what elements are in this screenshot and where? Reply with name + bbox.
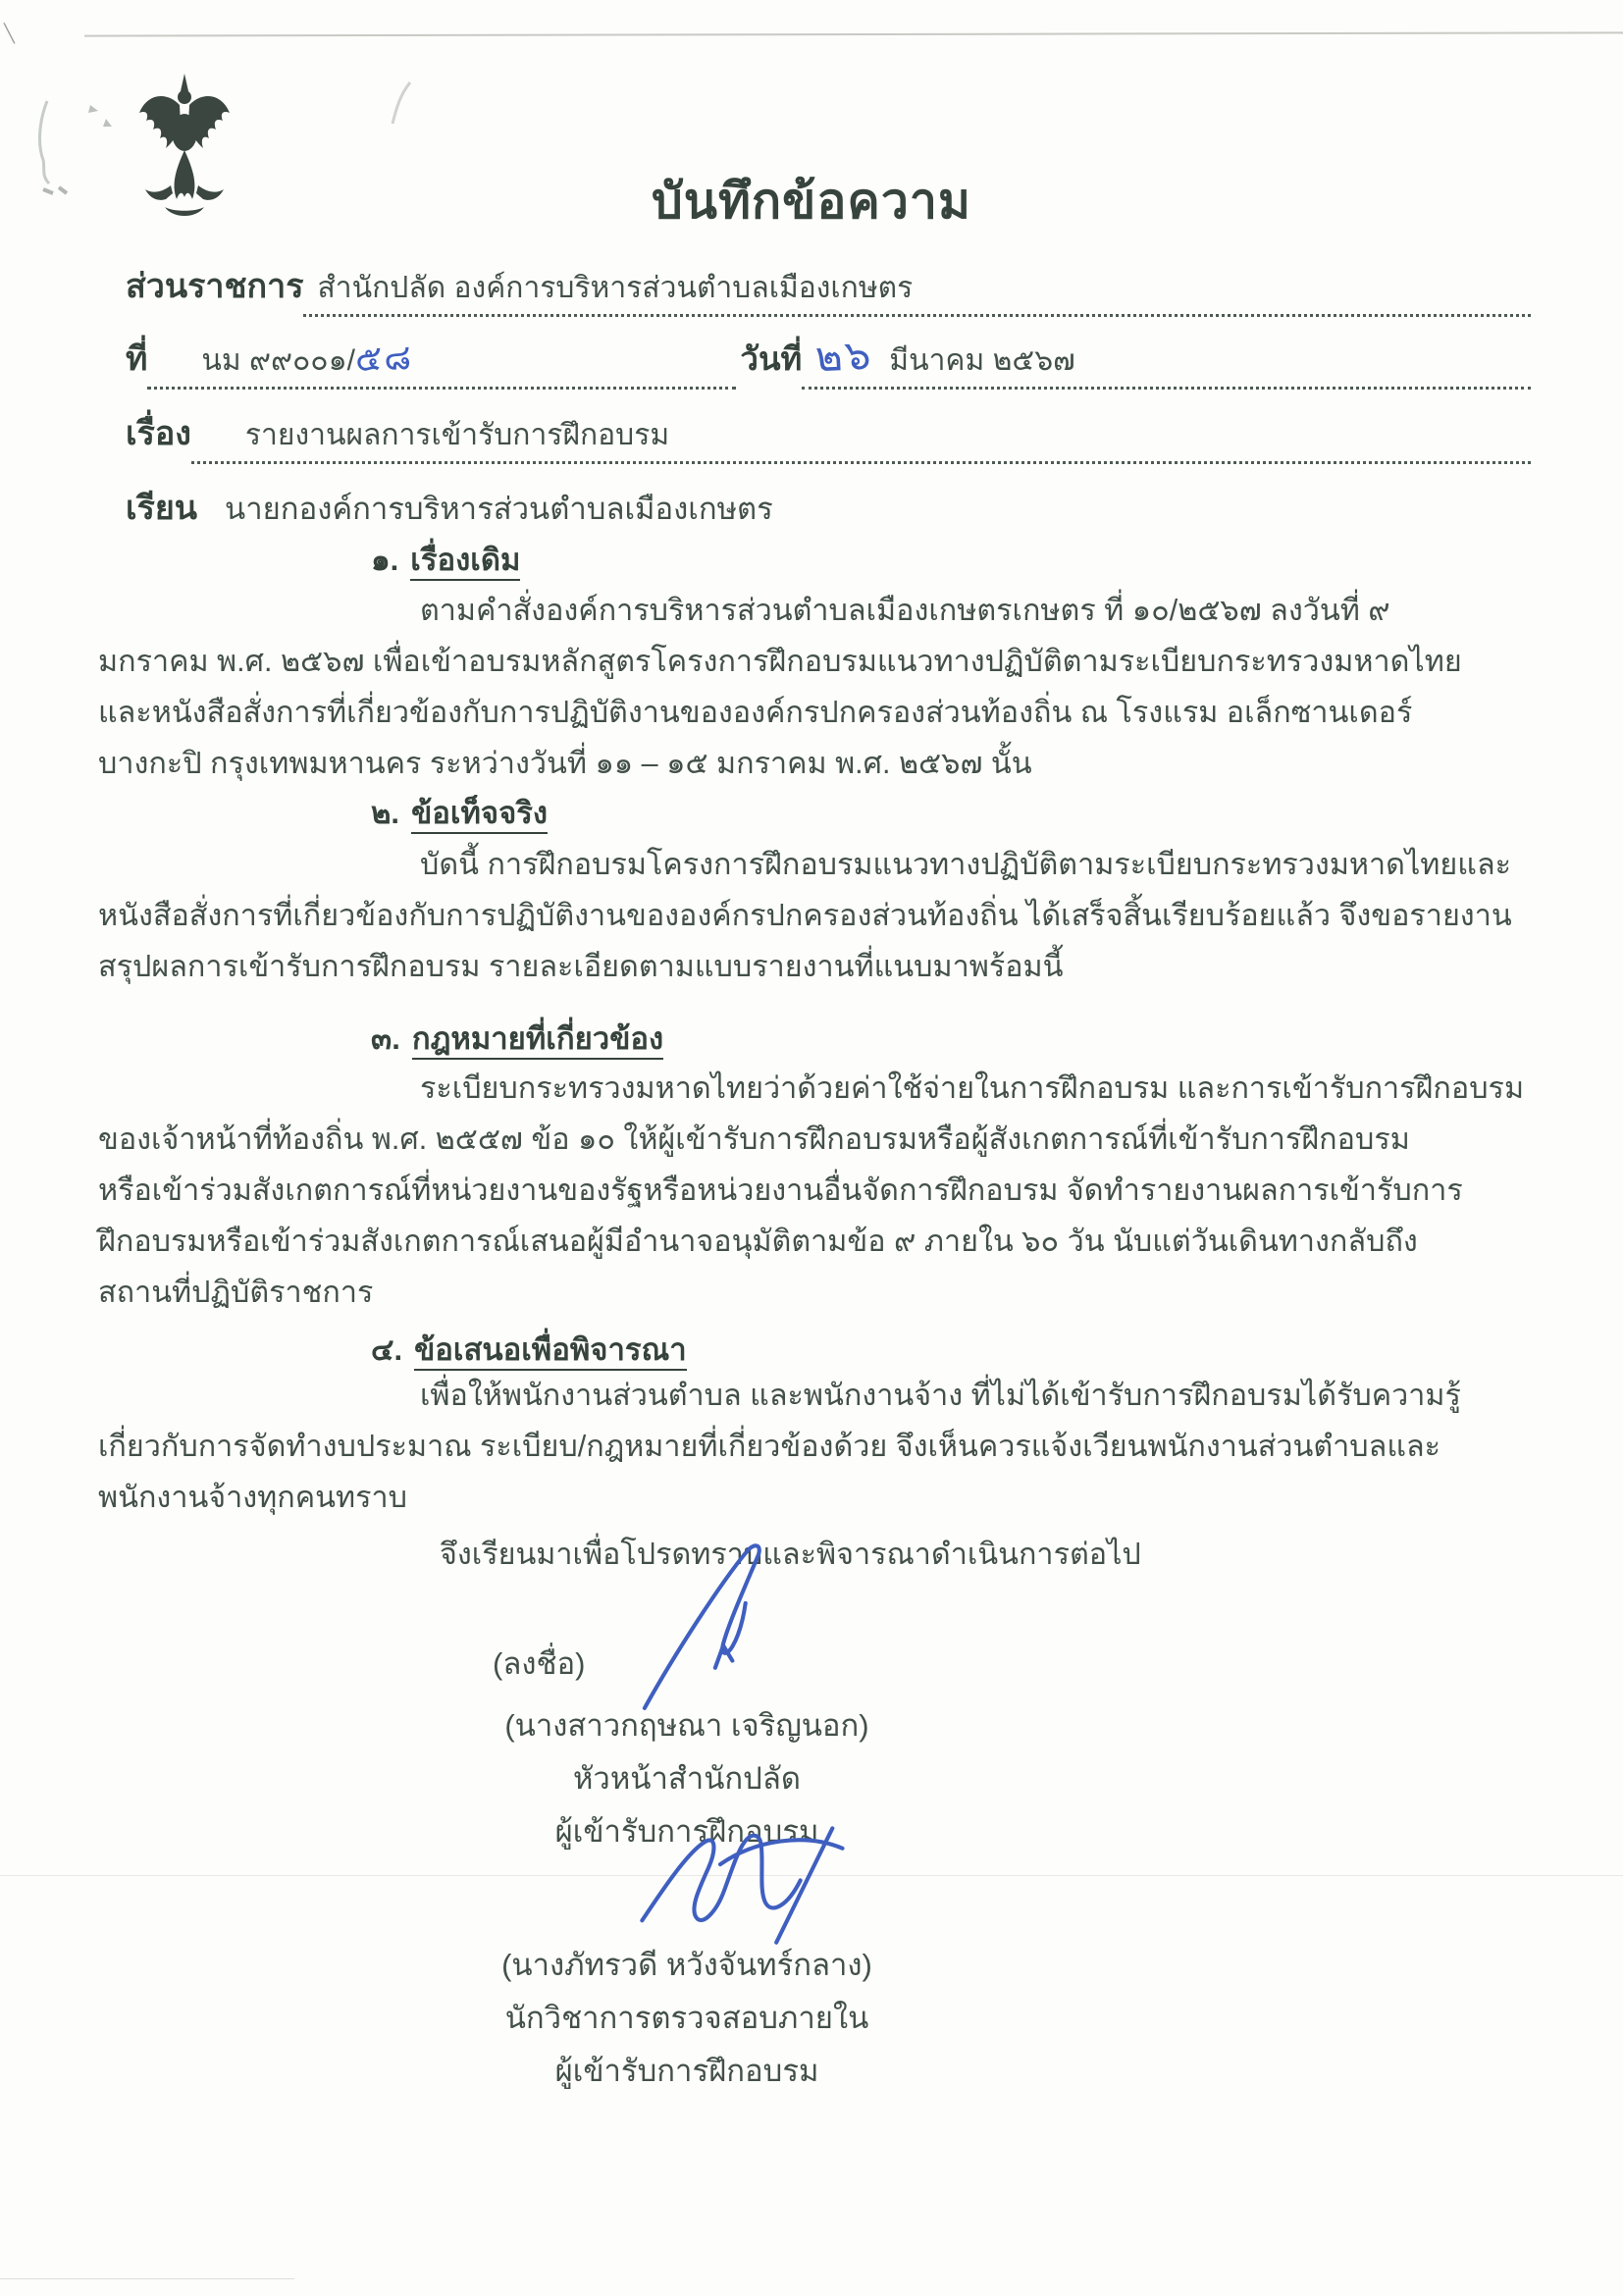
- scan-artifact-corner-mark: ╲: [4, 24, 15, 43]
- salutation-label: เรียน: [126, 490, 198, 527]
- number-date-row: [126, 332, 1531, 390]
- date-printed: มีนาคม ๒๕๖๗: [889, 344, 1075, 377]
- agency-row: [126, 259, 1531, 317]
- section-2-title: ข้อเท็จจริง: [411, 796, 548, 834]
- section-4-paragraph: [98, 1370, 1527, 1523]
- paragraph-line: ฝึกอบรมหรือเข้าร่วมสังเกตการณ์เสนอผู้มีอำนาจอนุมัติตามข้อ ๙ ภายใน ๖๐ วัน นับแต่วันเดินทางกลับถึง: [98, 1225, 1418, 1258]
- paragraph-line: บางกะปิ กรุงเทพมหานคร ระหว่างวันที่ ๑๑ – ๑๕ มกราคม พ.ศ. ๒๕๖๗ นั้น: [98, 747, 1032, 780]
- section-1-paragraph: [98, 585, 1527, 789]
- section-2-heading: [98, 788, 1623, 837]
- salutation-value: นายกองค์การบริหารส่วนตำบลเมืองเกษตร: [225, 492, 773, 526]
- paragraph-line: และหนังสือสั่งการที่เกี่ยวข้องกับการปฏิบัติงานขององค์กรปกครองส่วนท้องถิ่น ณ โรงแรม อเล็กซานเดอร์: [98, 696, 1413, 729]
- paragraph-line: ระเบียบกระทรวงมหาดไทยว่าด้วยค่าใช้จ่ายในการฝึกอบรม และการเข้ารับการฝึกอบรม: [420, 1071, 1525, 1105]
- date-value: [802, 331, 1531, 390]
- section-3-title: กฎหมายที่เกี่ยวข้อง: [412, 1021, 663, 1060]
- signer-2-name: (นางภัทรวดี หวังจันทร์กลาง): [501, 1948, 872, 1982]
- subject-label: เรื่อง: [126, 415, 191, 452]
- number-printed: นม ๙๙๐๐๑/: [201, 344, 355, 377]
- section-3-heading: [98, 1014, 1623, 1063]
- paragraph-line: พนักงานจ้างทุกคนทราบ: [98, 1481, 407, 1514]
- document-title: บันทึกข้อความ: [652, 174, 971, 229]
- paragraph-line: มกราคม พ.ศ. ๒๕๖๗ เพื่อเข้าอบรมหลักสูตรโครงการฝึกอบรมแนวทางปฏิบัติตามระเบียบกระทรวงมหาดไทย: [98, 645, 1462, 678]
- section-4-title: ข้อเสนอเพื่อพิจารณา: [414, 1332, 687, 1371]
- paragraph-line: ตามคำสั่งองค์การบริหารส่วนตำบลเมืองเกษตรเกษตร ที่ ๑๐/๒๕๖๗ ลงวันที่ ๙: [420, 594, 1390, 627]
- section-1-title: เรื่องเดิม: [410, 543, 520, 581]
- signer-2-block: [412, 1939, 962, 2098]
- signer-1-role: ผู้เข้ารับการฝึกอบรม: [554, 1814, 819, 1849]
- number-label: ที่: [126, 340, 148, 378]
- signer-2-position: นักวิชาการตรวจสอบภายใน: [504, 2001, 869, 2035]
- section-2-number: ๒.: [371, 796, 400, 830]
- signer-1-name: (นางสาวกฤษณา เจริญนอก): [504, 1708, 869, 1743]
- scan-artifact-bottom-line: [0, 2278, 294, 2279]
- paragraph-line: หรือเข้าร่วมสังเกตการณ์ที่หน่วยงานของรัฐหรือหน่วยงานอื่นจัดการฝึกอบรม จัดทำรายงานผลการเข้ารับการ: [98, 1174, 1463, 1207]
- signer-1-position: หัวหน้าสำนักปลัด: [573, 1761, 801, 1796]
- section-3-paragraph: [98, 1063, 1527, 1318]
- signature-2-handwriting: [624, 1821, 864, 1949]
- section-4-heading: [98, 1325, 1623, 1374]
- date-day-handwritten: ๒๖: [814, 331, 874, 381]
- signer-2-role: ผู้เข้ารับการฝึกอบรม: [554, 2054, 819, 2088]
- paragraph-line: ของเจ้าหน้าที่ท้องถิ่น พ.ศ. ๒๕๕๗ ข้อ ๑๐ ให้ผู้เข้ารับการฝึกอบรมหรือผู้สังเกตการณ์ที่เข้ารับการฝึกอบรม: [98, 1122, 1410, 1156]
- paragraph-line: เกี่ยวกับการจัดทำงบประมาณ ระเบียบ/กฎหมายที่เกี่ยวข้องด้วย จึงเห็นควรแจ้งเวียนพนักงานส่วนตำบลและ: [98, 1430, 1441, 1463]
- paragraph-line: สถานที่ปฏิบัติราชการ: [98, 1276, 374, 1309]
- section-3-number: ๓.: [371, 1021, 400, 1056]
- section-2-paragraph: [98, 839, 1527, 992]
- closing-line: จึงเรียนมาเพื่อโปรดทราบและพิจารณาดำเนินการต่อไป: [440, 1538, 1141, 1571]
- signature-1-handwriting: [616, 1537, 788, 1713]
- paragraph-line: บัดนี้ การฝึกอบรมโครงการฝึกอบรมแนวทางปฏิบัติตามระเบียบกระทรวงมหาดไทยและ: [420, 848, 1512, 881]
- sign-label: (ลงชื่อ): [493, 1646, 586, 1681]
- agency-label: ส่วนราชการ: [126, 268, 304, 305]
- paragraph-line: สรุปผลการเข้ารับการฝึกอบรม รายละเอียดตามแบบรายงานที่แนบมาพร้อมนี้: [98, 950, 1064, 983]
- number-handwritten: ๕๘: [354, 336, 414, 380]
- subject-row: [126, 406, 1531, 464]
- scan-artifact-top-line: [84, 31, 1623, 36]
- scan-artifact-stray-mark: [383, 78, 422, 128]
- section-1-number: ๑.: [371, 543, 399, 577]
- section-1-heading: [98, 535, 1623, 584]
- salutation-row: [126, 481, 1531, 534]
- section-4-number: ๔.: [371, 1332, 403, 1367]
- date-label: วันที่: [740, 340, 803, 377]
- number-value: [147, 338, 736, 390]
- paragraph-line: หนังสือสั่งการที่เกี่ยวข้องกับการปฏิบัติงานขององค์กรปกครองส่วนท้องถิ่น ได้เสร็จสิ้นเรียบร้อยแล้ว จึงขอรายงาน: [98, 899, 1512, 932]
- paragraph-line: เพื่อให้พนักงานส่วนตำบล และพนักงานจ้าง ที่ไม่ได้เข้ารับการฝึกอบรมได้รับความรู้: [420, 1379, 1461, 1412]
- agency-value: สำนักปลัด องค์การบริหารส่วนตำบลเมืองเกษตร: [303, 265, 1531, 317]
- subject-value: รายงานผลการเข้ารับการฝึกอบรม: [191, 412, 1531, 464]
